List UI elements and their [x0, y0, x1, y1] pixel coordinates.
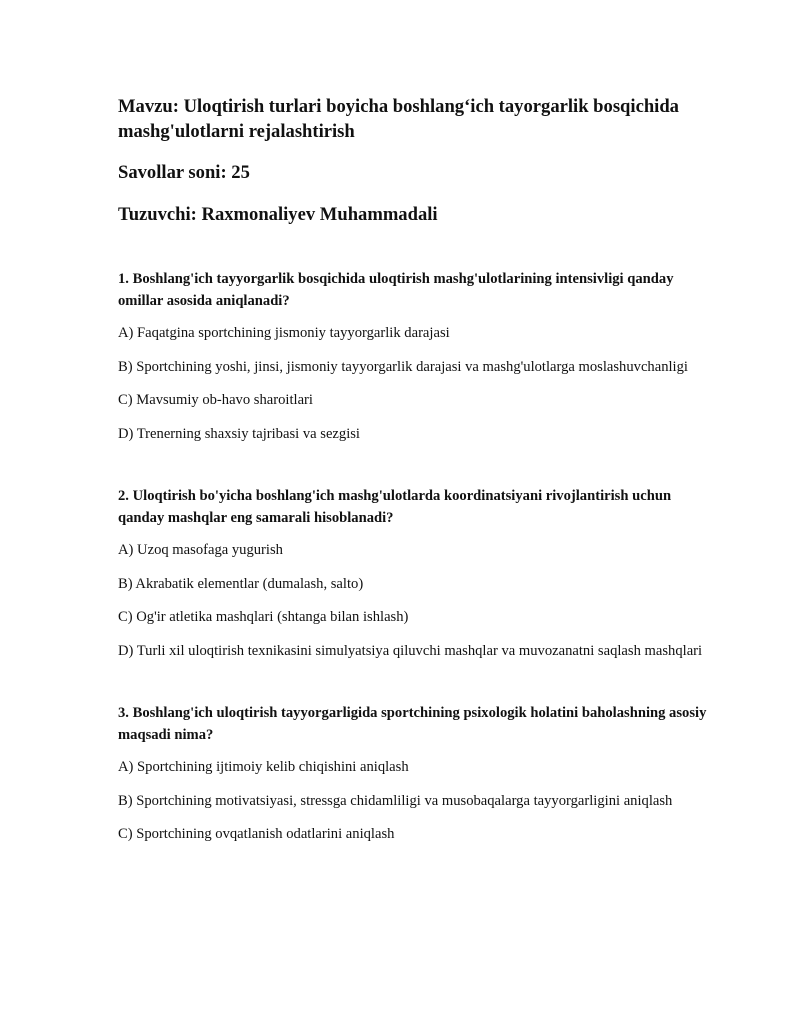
answer-option-d: D) Turli xil uloqtirish texnikasini simulyatsiya qiluvchi mashqlar va muvozanatni saqlash mashqlari: [118, 642, 703, 659]
answer-option-b: B) Sportchining yoshi, jinsi, jismoniy tayyorgarlik darajasi va mashg'ulotlarga moslashuvchanligi: [118, 358, 688, 375]
document-title: Mavzu: Uloqtirish turlari boyicha boshlang‘ich tayorgarlik bosqichida mashg'ulotlarni rejalashtirish: [118, 96, 679, 142]
answer-option-a: A) Uzoq masofaga yugurish: [118, 542, 283, 558]
question-text: 2. Uloqtirish bo'yicha boshlang'ich mashg'ulotlarda koordinatsiyani rivojlantirish uchun qanday mashqlar eng samarali hisoblanadi?: [118, 488, 672, 526]
answer-option-c: C) Sportchining ovqatlanish odatlarini aniqlash: [118, 826, 395, 842]
question-2: [118, 486, 720, 662]
question-3: [118, 703, 720, 846]
answer-option-c: C) Og'ir atletika mashqlari (shtanga bilan ishlash): [118, 609, 409, 625]
question-1: [118, 269, 720, 445]
answer-option-a: A) Faqatgina sportchining jismoniy tayyorgarlik darajasi: [118, 325, 450, 341]
question-text: 3. Boshlang'ich uloqtirish tayyorgarligida sportchining psixologik holatini baholashning asosiy maqsadi nima?: [118, 705, 707, 743]
question-text: 1. Boshlang'ich tayyorgarlik bosqichida uloqtirish mashg'ulotlarining intensivligi qanday omillar asosida aniqlanadi?: [118, 271, 674, 309]
question-count: Savollar soni: 25: [118, 162, 250, 183]
author-line: Tuzuvchi: Raxmonaliyev Muhammadali: [118, 204, 438, 225]
answer-option-a: A) Sportchining ijtimoiy kelib chiqishini aniqlash: [118, 759, 409, 775]
answer-option-b: B) Akrabatik elementlar (dumalash, salto): [118, 575, 364, 592]
answer-option-d: D) Trenerning shaxsiy tajribasi va sezgisi: [118, 425, 360, 442]
answer-option-b: B) Sportchining motivatsiyasi, stressga chidamliligi va musobaqalarga tayyorgarligini aniqlash: [118, 792, 673, 809]
question-list: [118, 269, 720, 846]
answer-option-c: C) Mavsumiy ob-havo sharoitlari: [118, 392, 313, 408]
